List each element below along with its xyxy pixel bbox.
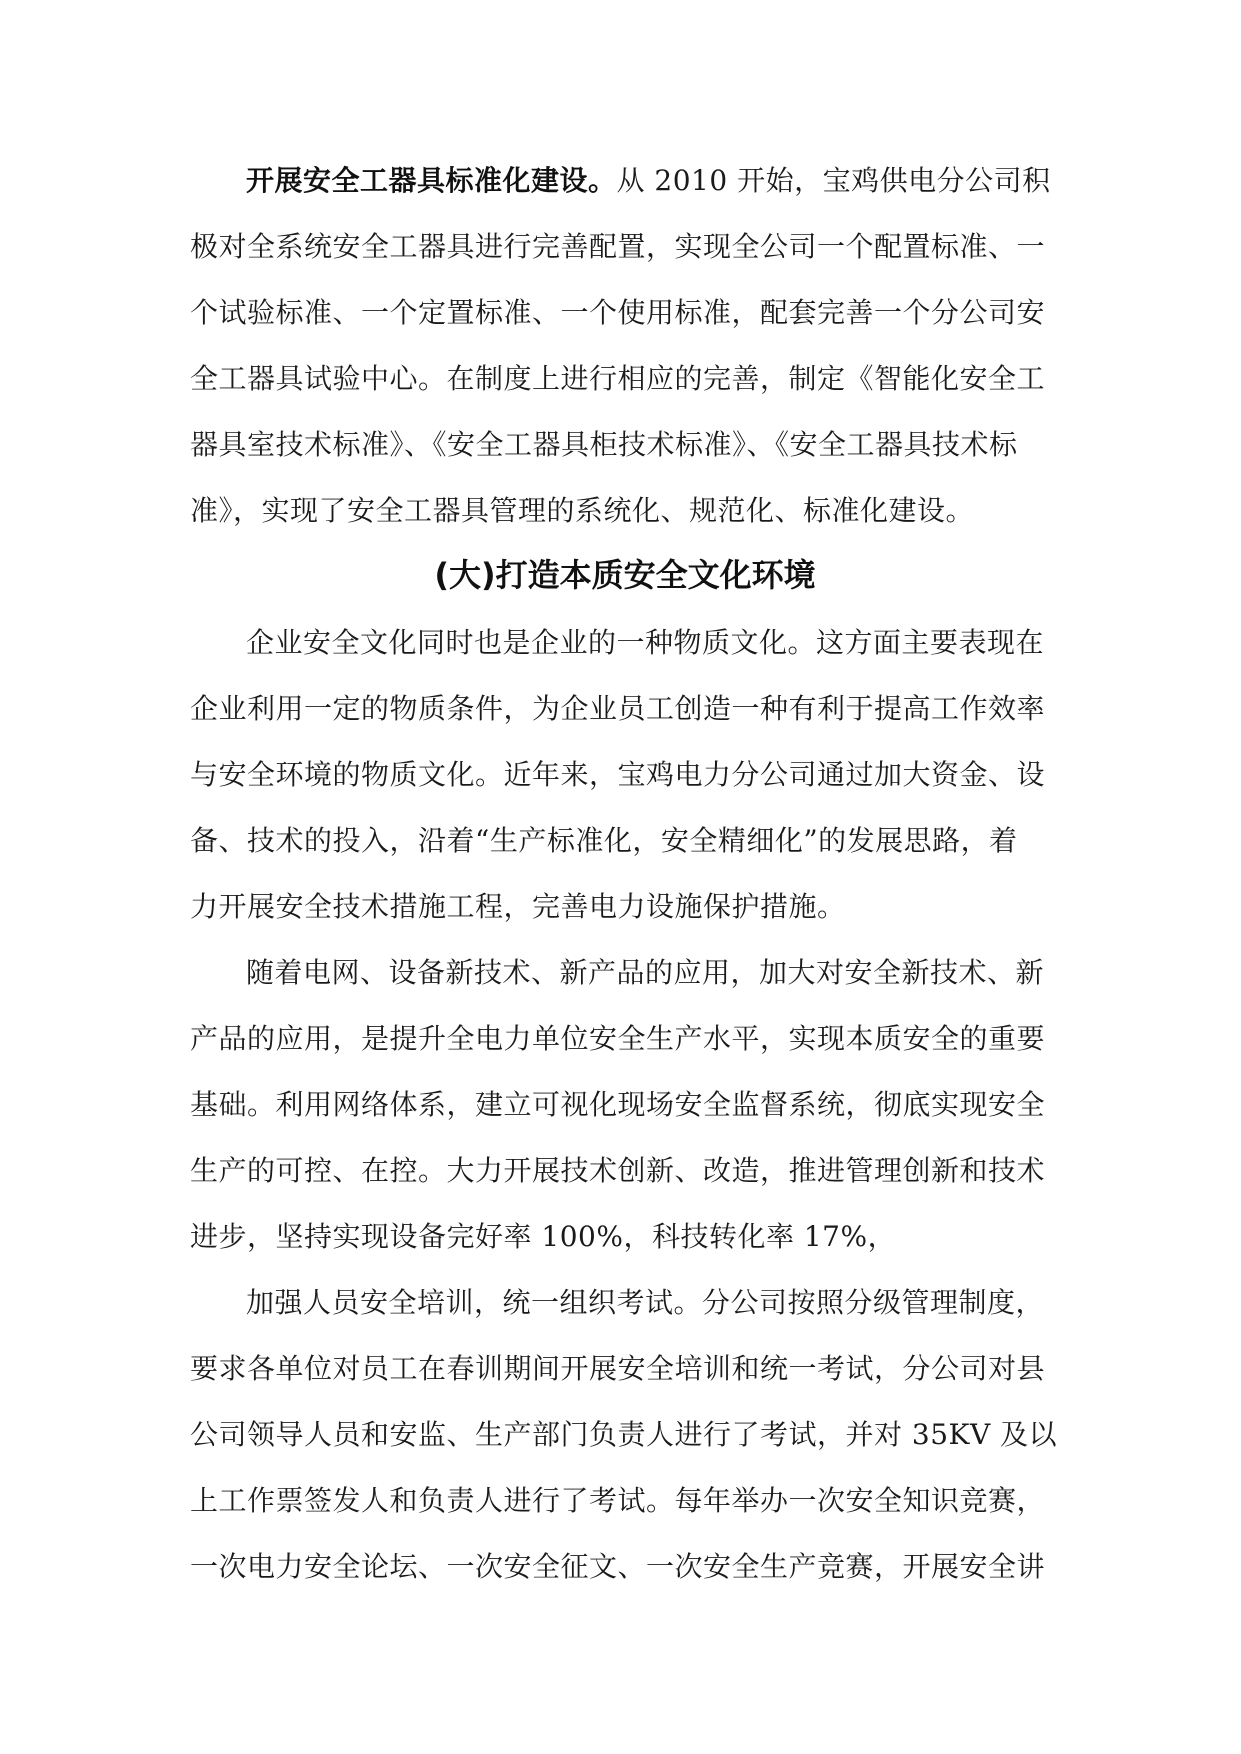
paragraph-line — [190, 148, 1060, 214]
paragraph-new-technology — [190, 940, 1060, 1270]
paragraph-line: 全工器具试验中心。在制度上进行相应的完善，制定《智能化安全工 — [190, 362, 1046, 395]
paragraph-material-culture — [190, 610, 1060, 940]
paragraph-line: 企业安全文化同时也是企业的一种物质文化。这方面主要表现在 — [246, 626, 1045, 659]
paragraph-line: 企业利用一定的物质条件，为企业员工创造一种有利于提高工作效率 — [190, 692, 1046, 725]
paragraph-line: 上工作票签发人和负责人进行了考试。每年举办一次安全知识竞赛， — [190, 1484, 1046, 1517]
paragraph-line: 生产的可控、在控。大力开展技术创新、改造，推进管理创新和技术 — [190, 1154, 1046, 1187]
paragraph-line: 与安全环境的物质文化。近年来，宝鸡电力分公司通过加大资金、设 — [190, 758, 1046, 791]
section-heading: (大)打造本质安全文化环境 — [434, 556, 816, 594]
paragraph-line: 一次电力安全论坛、一次安全征文、一次安全生产竞赛，开展安全讲 — [190, 1550, 1046, 1583]
paragraph-line: 力开展安全技术措施工程，完善电力设施保护措施。 — [190, 890, 846, 923]
paragraph-line: 基础。利用网络体系，建立可视化现场安全监督系统，彻底实现安全 — [190, 1088, 1046, 1121]
paragraph-line: 公司领导人员和安监、生产部门负责人进行了考试，并对 35KV 及以 — [190, 1418, 1058, 1451]
paragraph-line: 要求各单位对员工在春训期间开展安全培训和统一考试，分公司对县 — [190, 1352, 1046, 1385]
paragraph-line: 极对全系统安全工器具进行完善配置，实现全公司一个配置标准、一 — [190, 230, 1046, 263]
paragraph-line: 加强人员安全培训，统一组织考试。分公司按照分级管理制度， — [246, 1286, 1045, 1319]
paragraph-line: 产品的应用，是提升全电力单位安全生产水平，实现本质安全的重要 — [190, 1022, 1046, 1055]
paragraph-line: 器具室技术标准》、《安全工器具柜技术标准》、《安全工器具技术标 — [190, 428, 1018, 461]
paragraph-line: 个试验标准、一个定置标准、一个使用标准，配套完善一个分公司安 — [190, 296, 1046, 329]
paragraph-line: 随着电网、设备新技术、新产品的应用，加大对安全新技术、新 — [246, 956, 1045, 989]
paragraph-tool-standardization — [190, 148, 1060, 544]
paragraph-line: 进步，坚持实现设备完好率 100%，科技转化率 17%， — [190, 1220, 897, 1253]
paragraph-lead: 开展安全工器具标准化建设。 — [246, 164, 617, 197]
paragraph-line: 备、技术的投入，沿着“生产标准化，安全精细化”的发展思路，着 — [190, 824, 1018, 857]
paragraph-lead-continuation: 从 2010 开始，宝鸡供电分公司积 — [616, 164, 1051, 197]
paragraph-line: 准》，实现了安全工器具管理的系统化、规范化、标准化建设。 — [190, 494, 975, 527]
paragraph-safety-training — [190, 1270, 1060, 1600]
